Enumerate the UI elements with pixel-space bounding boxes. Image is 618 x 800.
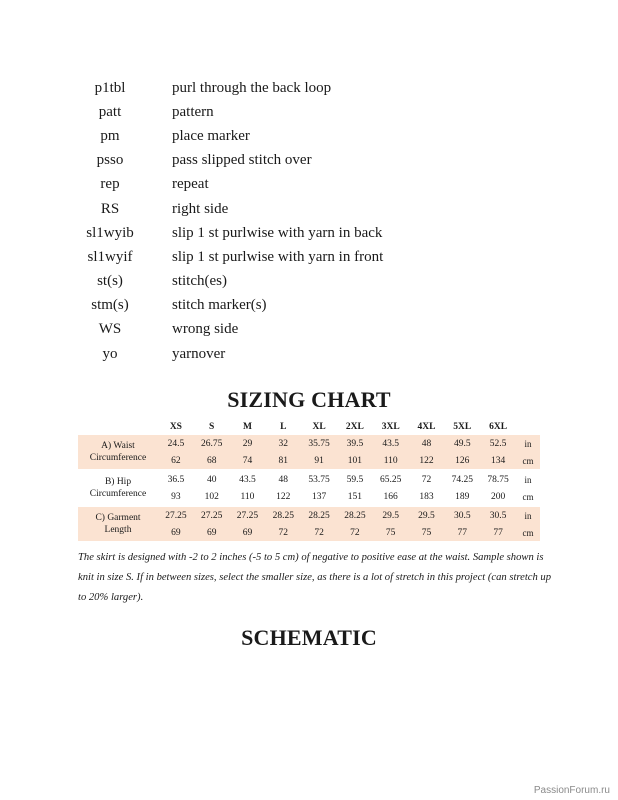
cell: 134 [480, 452, 516, 469]
cell: 75 [373, 524, 409, 541]
cell: 69 [230, 524, 266, 541]
unit-label: cm [522, 491, 534, 502]
abbreviation-row [60, 294, 580, 318]
cell: 75 [409, 524, 445, 541]
cell: 35.75 [301, 435, 337, 452]
size-header: 5XL [453, 422, 472, 432]
cell: 52.5 [480, 435, 516, 452]
unit-label: in [516, 507, 540, 524]
cell: 29 [230, 435, 266, 452]
cell: 78.75 [487, 474, 509, 485]
schematic-title: SCHEMATIC [241, 625, 377, 650]
abbreviation-row [60, 270, 580, 294]
abbreviation-definition: yarnover [172, 345, 226, 362]
cell: 32 [265, 435, 301, 452]
abbreviation-definition: stitch marker(s) [172, 297, 267, 314]
cell: 65.25 [379, 474, 402, 485]
cell: 29.5 [409, 507, 445, 524]
cell: 39.5 [337, 435, 373, 452]
abbreviation-term: sl1wyib [86, 224, 134, 241]
cell: 24.5 [158, 435, 194, 452]
cell: 72 [265, 524, 301, 541]
unit-label: cm [516, 524, 540, 541]
abbreviation-term: WS [98, 321, 122, 338]
abbreviation-definition: stitch(es) [172, 273, 227, 290]
cell: 28.25 [337, 507, 373, 524]
cell: 27.25 [194, 507, 230, 524]
abbreviation-row [60, 149, 580, 173]
cell: 74 [230, 452, 266, 469]
cell: 27.25 [158, 507, 194, 524]
cell: 77 [480, 524, 516, 541]
cell: 200 [490, 491, 506, 502]
cell: 43.5 [239, 474, 256, 485]
header-blank [516, 419, 540, 435]
abbreviation-definition: slip 1 st purlwise with yarn in back [172, 224, 383, 241]
size-header: 6XL [489, 422, 508, 432]
cell: 183 [419, 491, 434, 502]
abbreviation-definition: repeat [172, 176, 209, 193]
cell: 110 [240, 491, 255, 502]
cell: 27.25 [230, 507, 266, 524]
cell: 110 [373, 452, 409, 469]
abbreviation-row [60, 100, 580, 124]
watermark: PassionForum.ru [533, 785, 610, 796]
cell: 122 [276, 491, 291, 502]
cell: 189 [455, 491, 470, 502]
unit-label: in [524, 474, 532, 485]
header-blank [78, 419, 158, 435]
abbreviation-row [60, 173, 580, 197]
cell: 77 [444, 524, 480, 541]
abbreviation-term: psso [96, 152, 124, 169]
cell: 93 [171, 491, 181, 502]
cell: 137 [311, 491, 327, 502]
abbreviation-list [60, 76, 580, 366]
abbreviation-definition: slip 1 st purlwise with yarn in front [172, 248, 384, 265]
cell: 72 [337, 524, 373, 541]
cell: 126 [444, 452, 480, 469]
cell: 69 [158, 524, 194, 541]
cell: 28.25 [301, 507, 337, 524]
cell: 48 [409, 435, 445, 452]
cell: 40 [206, 474, 217, 485]
cell: 26.75 [194, 435, 230, 452]
abbreviation-term: yo [102, 345, 118, 362]
cell: 53.75 [308, 474, 330, 485]
abbreviation-definition: place marker [172, 127, 250, 144]
cell: 91 [301, 452, 337, 469]
abbreviation-term: st(s) [97, 273, 123, 290]
cell: 72 [301, 524, 337, 541]
table-row [78, 507, 540, 524]
abbreviation-term: sl1wyif [87, 248, 133, 265]
abbreviation-row [60, 221, 580, 245]
unit-label: cm [516, 452, 540, 469]
size-header-row [78, 419, 540, 435]
abbreviation-row [60, 318, 580, 342]
cell: 81 [265, 452, 301, 469]
size-header: XL [312, 422, 326, 432]
abbreviation-term: rep [100, 176, 120, 193]
cell: 30.5 [480, 507, 516, 524]
abbreviation-term: patt [98, 103, 122, 120]
abbreviation-term: stm(s) [91, 297, 129, 314]
abbreviation-row [60, 197, 580, 221]
abbreviation-term: pm [100, 127, 120, 144]
abbreviation-row [60, 76, 580, 100]
cell: 101 [337, 452, 373, 469]
cell: 36.5 [167, 474, 185, 485]
abbreviation-term: p1tbl [94, 79, 126, 96]
abbreviation-row [60, 342, 580, 366]
cell: 43.5 [373, 435, 409, 452]
size-header: 3XL [381, 422, 400, 432]
cell: 151 [347, 491, 362, 502]
measurement-label: A) Waist Circumference [78, 435, 158, 469]
sizing-chart-title: SIZING CHART [227, 387, 391, 412]
size-header: 2XL [345, 422, 364, 432]
measurement-label: C) Garment Length [78, 507, 158, 541]
cell: 166 [383, 491, 398, 502]
measurement-label: B) Hip Circumference [89, 477, 147, 499]
abbreviation-definition: purl through the back loop [172, 79, 332, 96]
abbreviation-definition: pass slipped stitch over [172, 152, 312, 169]
abbreviation-definition: pattern [172, 103, 214, 120]
sizing-note: The skirt is designed with -2 to 2 inches (-5 to 5 cm) of negative to positive ease at the waist. Sample shown is knit in size S. If in between sizes, select the smaller size, as there is a lot of stretch in this project (can stretch up to 20% larger). [78, 552, 552, 603]
cell: 72 [421, 474, 432, 485]
cell: 68 [194, 452, 230, 469]
cell: 48 [278, 474, 289, 485]
size-header: M [243, 422, 252, 432]
abbreviation-row [60, 245, 580, 269]
cell: 102 [204, 491, 219, 502]
cell: 30.5 [444, 507, 480, 524]
abbreviation-definition: right side [172, 200, 229, 217]
cell: 29.5 [373, 507, 409, 524]
size-header: XS [169, 422, 182, 432]
abbreviation-definition: wrong side [172, 321, 239, 338]
cell: 122 [409, 452, 445, 469]
abbreviation-term: RS [100, 200, 120, 217]
cell: 62 [158, 452, 194, 469]
size-header: L [280, 422, 287, 432]
table-row [78, 435, 540, 452]
unit-label: in [516, 435, 540, 452]
size-header: S [209, 422, 215, 432]
cell: 69 [194, 524, 230, 541]
abbreviation-row [60, 124, 580, 148]
cell: 59.5 [346, 474, 364, 485]
size-header: 4XL [417, 422, 436, 432]
table-row [78, 471, 540, 488]
cell: 28.25 [265, 507, 301, 524]
cell: 49.5 [444, 435, 480, 452]
cell: 74.25 [451, 474, 473, 485]
sizing-chart-table [78, 419, 540, 541]
